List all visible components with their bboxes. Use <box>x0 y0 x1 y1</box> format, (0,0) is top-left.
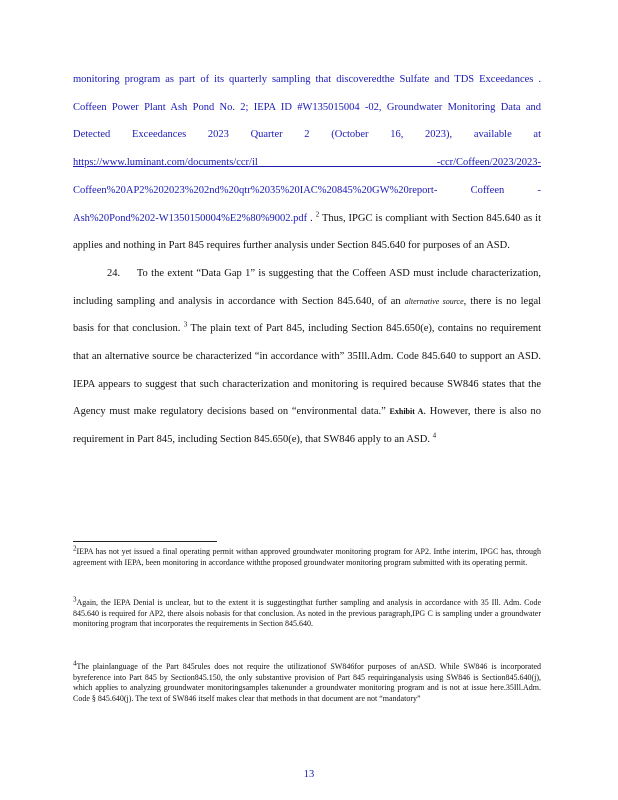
paragraph-number: 24. <box>107 267 121 279</box>
body-text <box>73 66 541 454</box>
footnote-divider <box>73 541 217 542</box>
footnote-text: IEPA has not yet issued a final operating permit withan approved groundwater monitoring program for AP2. Inthe interim, IPGC has, through agreement with IEPA, been monitoring in accordance withthe proposed groundwater monitoring program submitted with its operating permit. <box>73 547 541 567</box>
citation-url-line1[interactable]: https://www.luminant.com/documents/ccr/il -ccr/Coffeen/2023/2023- <box>73 157 541 169</box>
paragraph-text-c: The plain text of Part 845, including Section 845.650(e), contains no requirement that an alternative source be characterized “in accordance with” 35Ill.Adm. Code 845.640 to support an ASD. IEPA appears to suggest that such characterization and monitoring is required because SW846 states that the Agency must make regulatory decisions based on “environmental data.” <box>73 323 541 418</box>
paragraph-text-b: , there is no legal basis for that conclusion. <box>73 295 542 335</box>
alternative-source-italic: alternative source <box>404 296 464 306</box>
footnote-3 <box>73 595 541 630</box>
footnote-ref-3[interactable]: 3 <box>183 320 188 329</box>
exhibit-reference: Exhibit A <box>389 407 424 417</box>
footnote-text: The plainlanguage of the Part 845rules does not require the utilizationof SW846for purposes of anASD. While SW846 is incorporated byreference into Part 845 by Section845.150, the only substantive provision of Part 845 requiringanalysis using SW846 is Section845.640(j), which applies to analyzing groundwater monitoringsamples takenunder a groundwater monitoring program and is not at issue here.35Ill.Adm. Code § 845.640(j). The text of SW846 itself makes clear that methods in that document are not “mandatory” <box>73 662 541 703</box>
page-number: 13 <box>303 769 315 780</box>
footnote-ref-4[interactable]: 4 <box>432 431 437 440</box>
footnote-mark: 3 <box>73 595 77 604</box>
footnote-mark: 4 <box>73 659 77 668</box>
footnote-4 <box>73 659 541 704</box>
paragraph-conclusion: Thus, IPGC is compliant with Section 845.640 as it applies and nothing in Part 845 requires further analysis under Section 845.640 for purposes of an ASD. <box>73 212 541 252</box>
citation-link-text: monitoring program as part of its quarterly sampling that discoveredthe Sulfate and TDS Exceedances . Coffeen Power Plant Ash Pond No. 2; IEPA ID #W135015004 -02, Groundwater Monitoring Data and Detected Exceedances 2023 Quarter 2 (October 16, 2023), available at <box>73 74 541 141</box>
paragraph-24 <box>73 260 541 454</box>
footnote-mark: 2 <box>73 544 77 553</box>
citation-url-line2[interactable]: Coffeen%20AP2%202023%202nd%20qtr%2035%20IAC%20845%20GW%20report- Coffeen - Ash%20Pond%202-W1350150004%E2%80%9002.pdf <box>73 184 541 224</box>
footnote-text: Again, the IEPA Denial is unclear, but to the extent it is suggestingthat further sampling and analysis in accordance with 35 Ill. Adm. Code 845.640 is required for AP2, there alsois nobasis for that conclusion. As noted in the previous paragraph,IPG C is sampling under a groundwater monitoring program that incorporates the requirements in Section 845.640. <box>73 598 541 629</box>
footnote-ref-2[interactable]: 2 <box>315 210 320 219</box>
paragraph-text-d: . However, there is also no requirement in Part 845, including Section 845.650(e), that SW846 apply to an ASD. <box>73 406 542 446</box>
footnote-2 <box>73 544 541 568</box>
paragraph-text-a: To the extent “Data Gap 1” is suggesting that the Coffeen ASD must include characterization, including sampling and analysis in accordance with Section 845.640, of an <box>73 267 541 307</box>
paragraph-continued: monitoring program as part of its quarterly sampling that discoveredthe Sulfate and TDS Exceedances . Coffeen Power Plant Ash Pond No. 2; IEPA ID #W135015004 -02, Groundwater Monitoring Data and Detected Exceedances 2023 Quarter 2 (October 16, 2023), available at https://www.luminant.com/documents/ccr/il -ccr/Coffeen/2023/2023- Coffeen%20AP2%202023%202nd%20qtr%2035%20IAC%20845%20GW%20report- Coffeen - Ash%20Pond%202-W1350150004%E2%80%9002.pdf . $^2$ Thus, IPGC is compliant with Section 845.640 as it applies and nothing in Part 845 requires further analysis under Section 845.640 for purposes of an ASD. <box>73 74 541 252</box>
